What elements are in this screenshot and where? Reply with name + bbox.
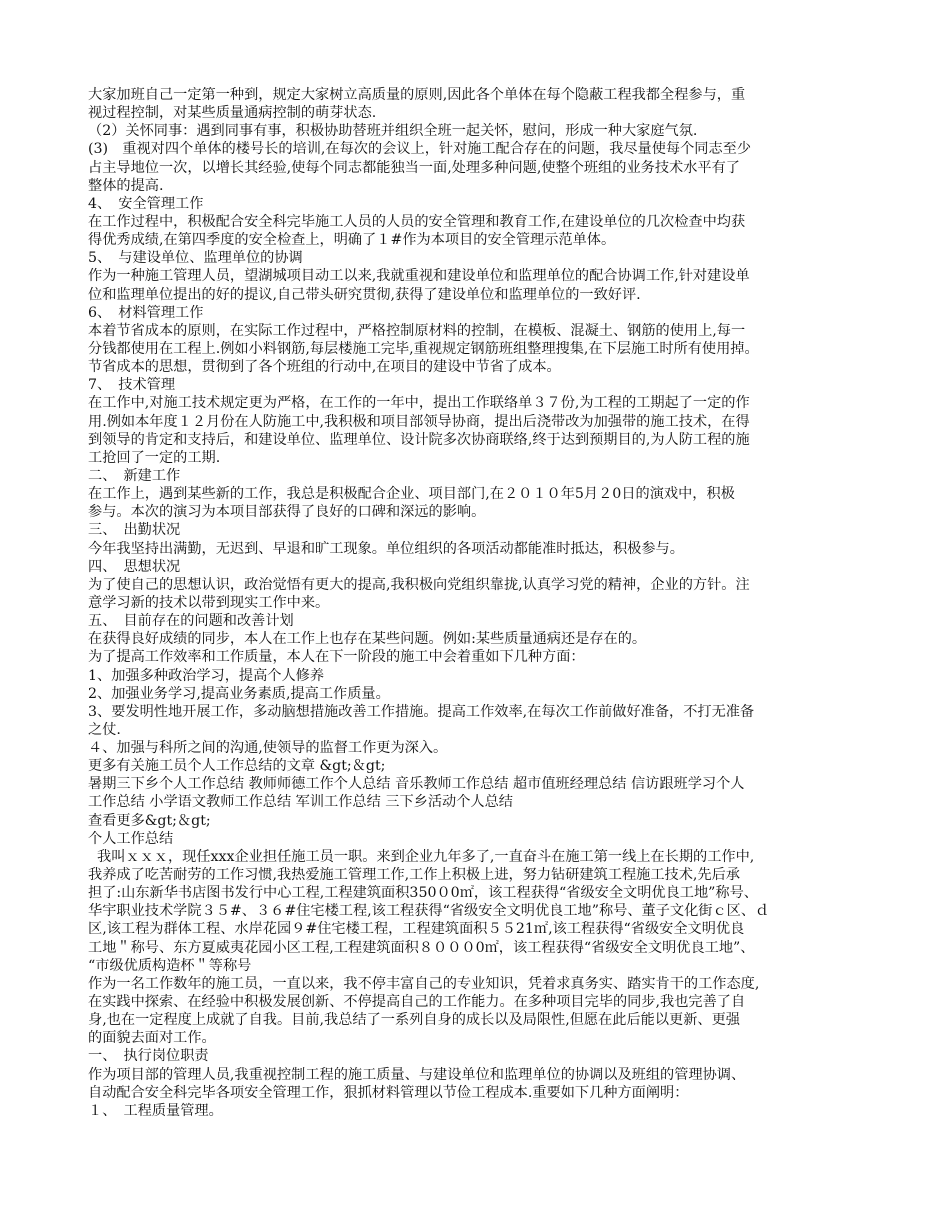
text-line: 2、加强业务学习,提高业务素质,提高工作质量。	[88, 685, 390, 702]
text-line: （2）关怀同事：遇到同事有事，积极协助替班并组织全班一起关怀，慰问，形成一种大家庭气氛.	[88, 123, 698, 140]
text-line: 分钱都使用在工程上.例如小料钢筋,每层楼施工完毕,重视规定钢筋班组整理搜集,在下层施工时所有使用掉。	[88, 340, 759, 357]
text-line: 4、 安全管理工作	[88, 195, 204, 212]
text-line: 6、 材料管理工作	[88, 304, 204, 321]
text-line: 为了提高工作效率和工作质量，本人在下一阶段的施工中会着重如下几种方面：	[88, 649, 585, 666]
text-line: 身,也在一定程度上成就了自我。目前,我总结了一系列自身的成长以及局限性,但愿在此后能以更新、更强	[88, 1012, 740, 1029]
text-line: 参与。本次的演习为本项目部获得了良好的口碑和深远的影响。	[88, 504, 486, 521]
text-line: 用.例如本年度１２月份在人防施工中,我积极和项目部领导协商，提出后浇带改为加强带的施工技术，在得	[88, 413, 750, 430]
text-line: 作为项目部的管理人员,我重视控制工程的施工质量、与建设单位和监理单位的协调以及班组的管理协调、	[88, 1066, 746, 1083]
text-line: 二、 新建工作	[88, 467, 181, 484]
text-line: 作为一名工作数年的施工员，一直以来，我不停丰富自己的专业知识，凭着求真务实、踏实肯干的工作态度,	[88, 975, 760, 992]
text-line: 三、 出勤状况	[88, 522, 181, 539]
text-line: 视过程控制，对某些质量通病控制的萌芽状态.	[88, 105, 377, 122]
text-line: 占主导地位一次，以增长其经验,使每个同志都能独当一面,处理多种问题,使整个班组的业务技术水平有了	[88, 159, 740, 176]
text-line: 在实践中探索、在经验中积极发展创新、不停提高自己的工作能力。在多种项目完毕的同步,我也完善了自	[88, 994, 746, 1011]
text-line: 工作总结 小学语文教师工作总结 军训工作总结 三下乡活动个人总结	[88, 794, 513, 811]
text-line: 查看更多&gt;＆gt;	[88, 812, 211, 829]
text-line: 我叫ｘｘｘ，现任xxx企业担任施工员一职。来到企业九年多了,一直奋斗在施工第一线上在长期的工作中,	[88, 848, 755, 865]
text-line: 7、 技术管理	[88, 377, 176, 394]
text-line: １、 工程质量管理。	[88, 1102, 223, 1119]
text-line: 暑期三下乡个人工作总结 教师师德工作个人总结 音乐教师工作总结 超市值班经理总结 信访跟班学习个人	[88, 776, 745, 793]
text-line: 一、 执行岗位职责	[88, 1048, 209, 1065]
text-line: 华宇职业技术学院３５#、３６#住宅楼工程,该工程获得“省级安全文明优良工地”称号、董子文化街ｃ区、ｄ	[88, 903, 770, 920]
text-line: 的面貌去面对工作。	[88, 1030, 216, 1047]
text-line: 四、 思想状况	[88, 558, 181, 575]
text-line: 位和监理单位提出的好的提议,自己带头研究贯彻,获得了建设单位和监理单位的一致好评.	[88, 286, 641, 303]
text-line: 在工作中,对施工技术规定更为严格，在工作的一年中，提出工作联络单３７份,为工程的工期起了一定的作	[88, 395, 750, 412]
text-line: ４、加强与科所之间的沟通,使领导的监督工作更为深入。	[88, 740, 448, 757]
text-line: 得优秀成绩,在第四季度的安全检查上，明确了１#作为本项目的安全管理示范单体。	[88, 232, 616, 249]
text-line: 在获得良好成绩的同步，本人在工作上也存在某些问题。例如:某些质量通病还是存在的。	[88, 631, 647, 648]
text-line: 为了使自己的思想认识，政治觉悟有更大的提高,我积极向党组织靠拢,认真学习党的精神，企业的方针。注	[88, 576, 750, 593]
text-line: 节省成本的思想，贯彻到了各个班组的行动中,在项目的建设中节省了成本。	[88, 359, 561, 376]
text-line: (3) 重视对四个单体的楼号长的培训,在每次的会议上，针对施工配合存在的问题，我尽量使每个同志至少	[88, 141, 752, 158]
text-line: 个人工作总结	[88, 830, 174, 847]
text-line: 在工作上，遇到某些新的工作，我总是积极配合企业、项目部门,在２０１０年5月２0日的演戏中，积极	[88, 486, 735, 503]
text-line: 今年我坚持出满勤，无迟到、早退和旷工现象。单位组织的各项活动都能准时抵达，积极参与。	[88, 540, 684, 557]
text-line: 5、 与建设单位、监理单位的协调	[88, 250, 303, 267]
text-line: 担了:山东新华书店图书发行中心工程,工程建筑面积350０0㎡，该工程获得“省级安全文明优良工地”称号、	[88, 885, 758, 902]
text-line: 本着节省成本的原则，在实际工作过程中，严格控制原材料的控制，在模板、混凝土、钢筋的使用上,每一	[88, 322, 746, 339]
document-body	[88, 86, 863, 1120]
text-line: 区,该工程为群体工程、水岸花园９#住宅楼工程，工程建筑面积５５21㎡,该工程获得“省级安全文明优良	[88, 921, 745, 938]
text-line: 作为一种施工管理人员，望湖城项目动工以来,我就重视和建设单位和监理单位的配合协调工作,针对建设单	[88, 268, 750, 285]
text-line: 工抢回了一定的工期.	[88, 449, 221, 466]
text-line: 我养成了吃苦耐劳的工作习惯,我热爱施工管理工作,工作上积极上进，努力钻研建筑工程施工技术,先后承	[88, 867, 740, 884]
text-line: “市级优质构造杯＂等称号	[88, 957, 252, 974]
text-line: 整体的提高.	[88, 177, 164, 194]
text-line: 自动配合安全科完毕各项安全管理工作，狠抓材料管理以节俭工程成本.重要如下几种方面阐明：	[88, 1084, 689, 1101]
text-line: 意学习新的技术以带到现实工作中来。	[88, 594, 330, 611]
text-line: 更多有关施工员个人工作总结的文章 &gt;＆gt;	[88, 758, 386, 775]
text-line: 在工作过程中，积极配合安全科完毕施工人员的人员的安全管理和教育工作,在建设单位的几次检查中均获	[88, 213, 746, 230]
text-line: 到领导的肯定和支持后，和建设单位、监理单位、设计院多次协商联络,终于达到预期目的,为人防工程的施	[88, 431, 750, 448]
text-line: 五、 目前存在的问题和改善计划	[88, 613, 294, 630]
text-line: 大家加班自己一定第一种到，规定大家树立高质量的原则,因此各个单体在每个隐蔽工程我都全程参与，重	[88, 87, 746, 103]
text-line: 之仗.	[88, 721, 121, 738]
text-line: 工地＂称号、东方夏威夷花园小区工程,工程建筑面积８０００0㎡，该工程获得“省级安全文明优良工地”、	[88, 939, 755, 956]
text-line: 3、要发明性地开展工作，多动脑想措施改善工作措施。提高工作效率,在每次工作前做好准备，不打无准备	[88, 703, 755, 720]
text-line: 1、加强多种政治学习，提高个人修养	[88, 667, 325, 684]
